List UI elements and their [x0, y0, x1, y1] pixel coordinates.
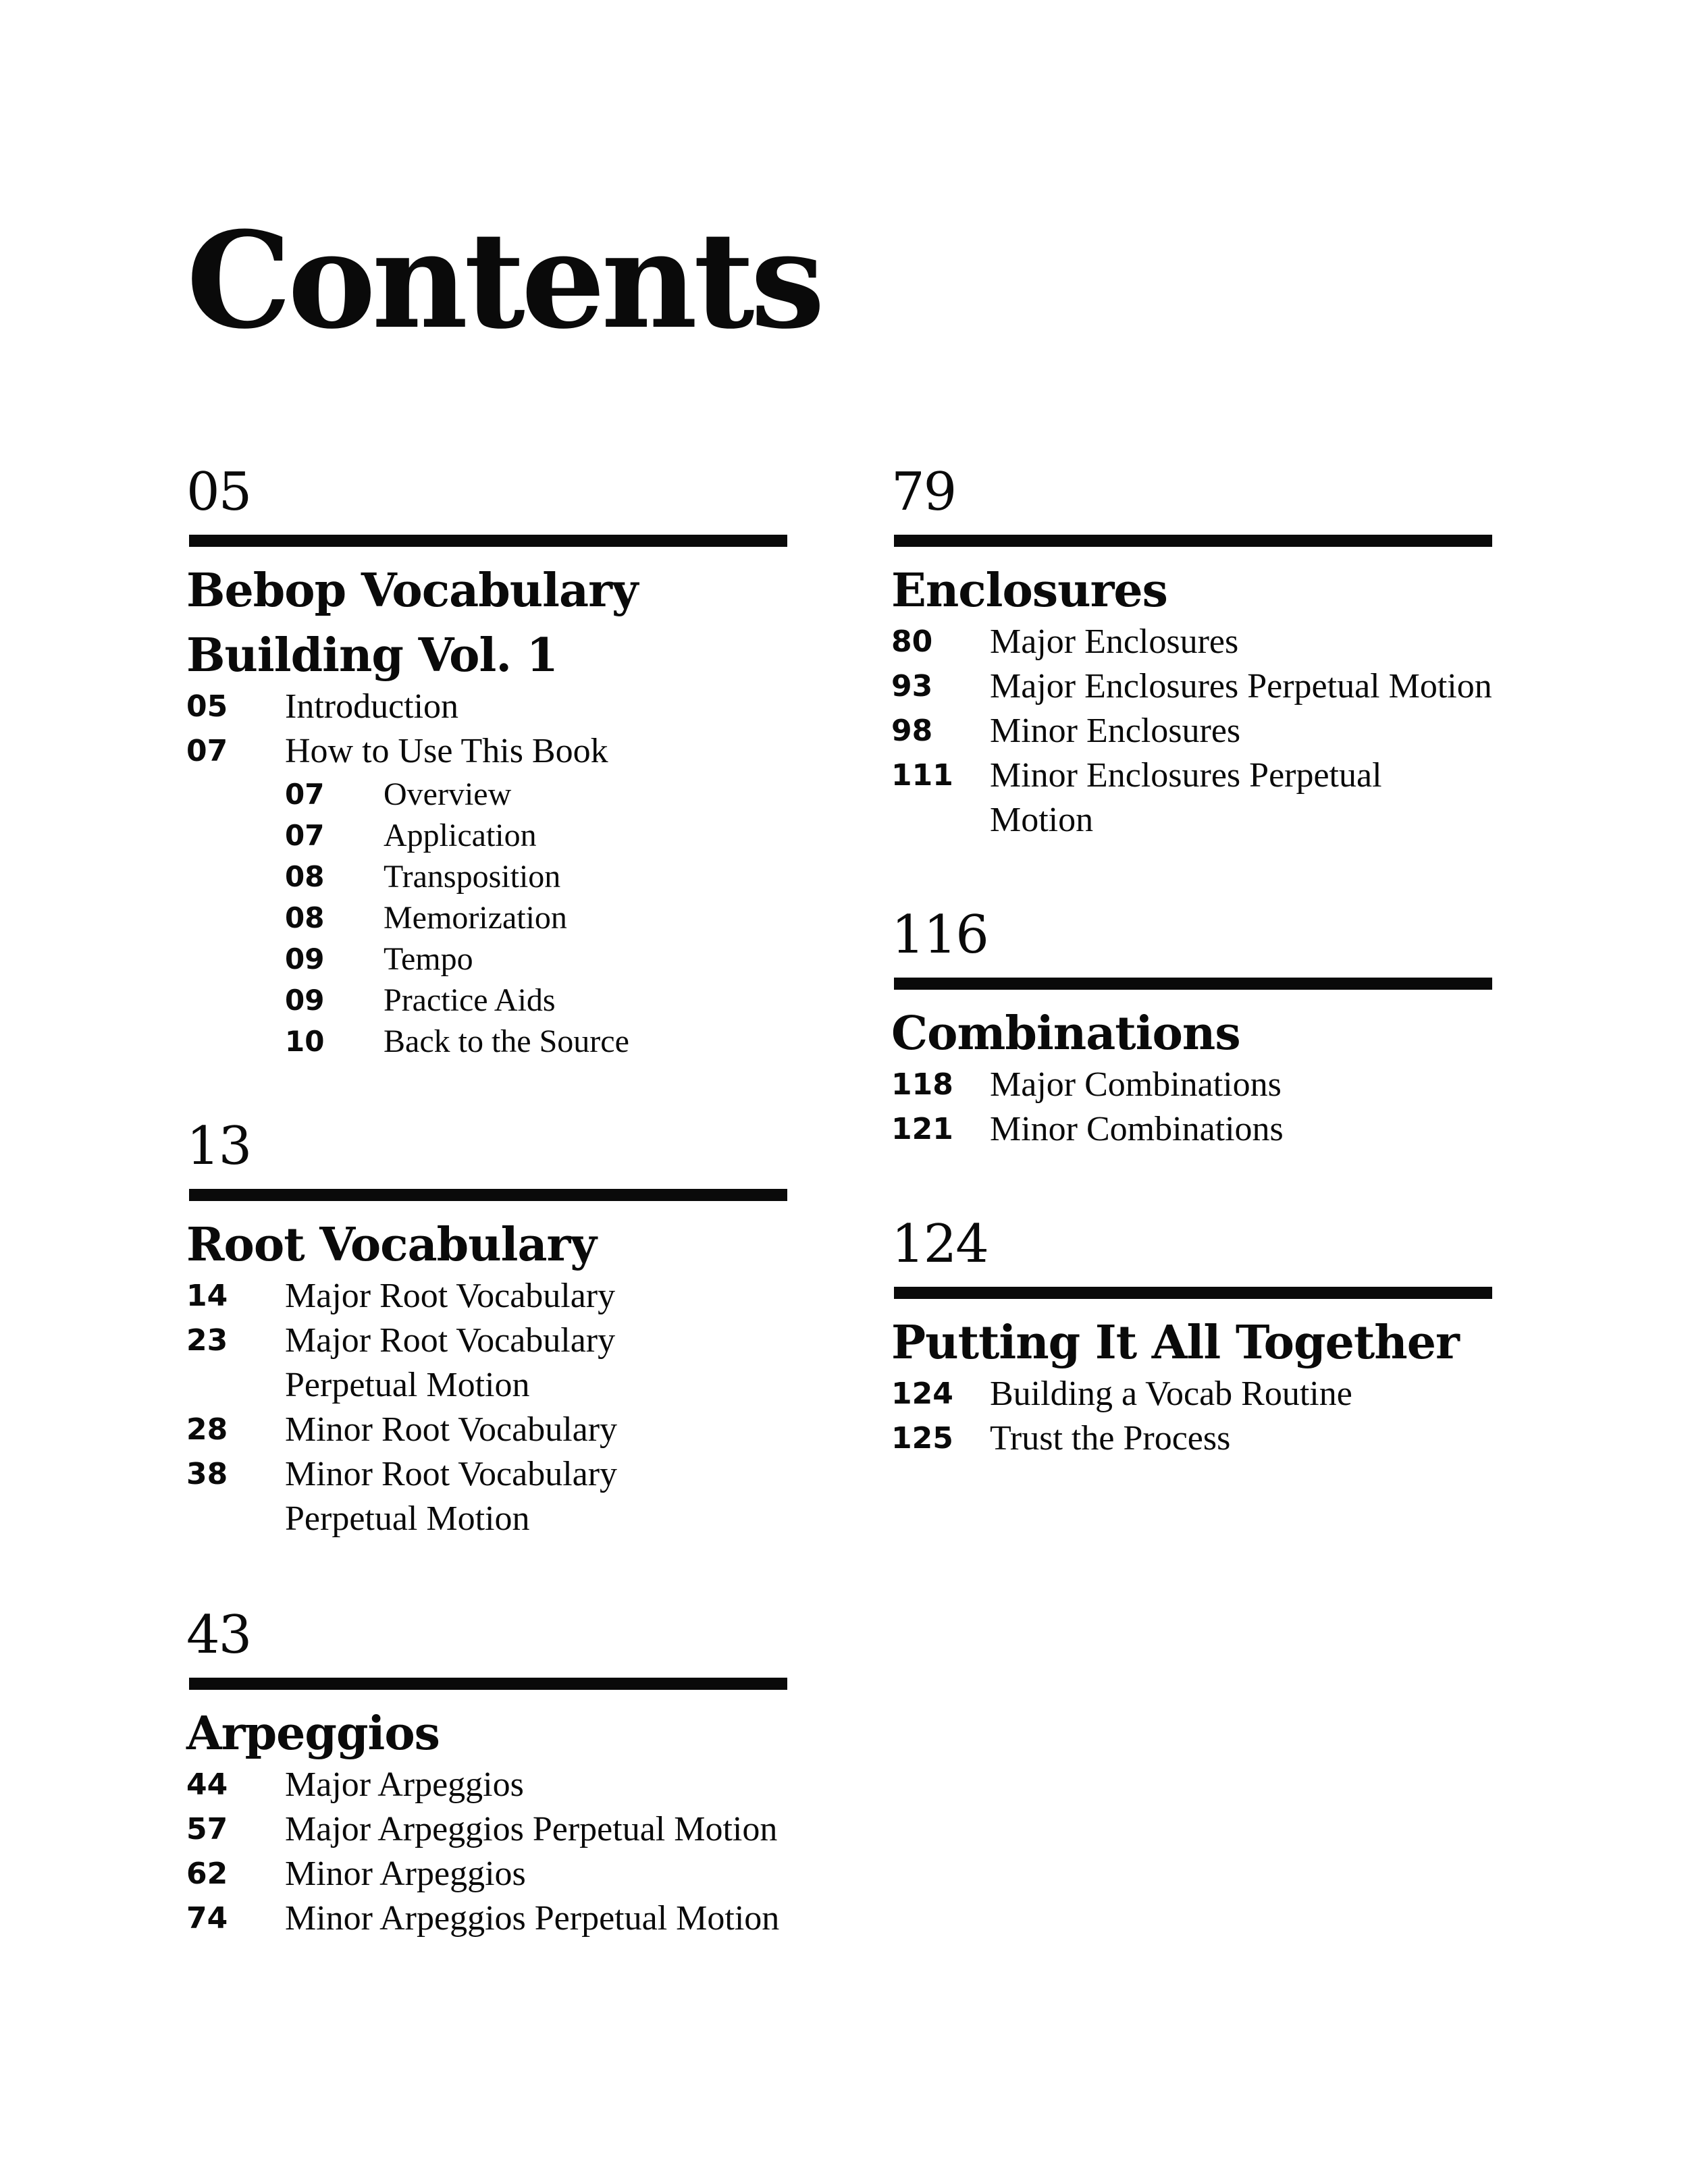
- subentry-label: Tempo: [384, 941, 473, 977]
- section-combinations: [891, 905, 1492, 1152]
- entry-page-number: 62: [186, 1857, 228, 1891]
- entry-label: Minor Combinations: [990, 1110, 1284, 1148]
- toc-entry[interactable]: [891, 1063, 1492, 1107]
- section-divider: [894, 978, 1492, 990]
- contents-left-column: [186, 462, 787, 1941]
- page-title: Contents: [186, 203, 821, 358]
- entry-label: Major Root Vocabulary: [285, 1277, 616, 1315]
- toc-entry[interactable]: [891, 709, 1492, 753]
- subentry-label: Application: [384, 818, 537, 853]
- toc-entry[interactable]: [891, 620, 1492, 664]
- subentry-page-number: 07: [285, 778, 325, 811]
- toc-entry[interactable]: [186, 1852, 787, 1896]
- entry-page-number: 125: [891, 1421, 953, 1456]
- contents-right-column: [891, 462, 1492, 1461]
- subentry-page-number: 08: [285, 901, 325, 934]
- section-page-number[interactable]: 79: [891, 462, 956, 523]
- toc-subentry[interactable]: [186, 774, 787, 815]
- subentry-page-number: 07: [285, 819, 325, 852]
- subentry-page-number: 08: [285, 860, 325, 893]
- section-title-line: Combinations: [891, 1007, 1240, 1061]
- toc-entry[interactable]: [186, 1408, 787, 1452]
- section-divider: [189, 1678, 787, 1690]
- entry-label: Building a Vocab Routine: [990, 1375, 1352, 1413]
- entry-label-line: Major Root Vocabulary: [285, 1321, 616, 1360]
- toc-subentry[interactable]: [186, 980, 787, 1021]
- entry-page-number: 121: [891, 1112, 953, 1146]
- toc-entry[interactable]: [186, 1319, 787, 1408]
- section-page-number[interactable]: 05: [186, 462, 251, 523]
- section-title-line: Building Vol. 1: [186, 629, 558, 683]
- section-putting-it-all-together: [891, 1214, 1492, 1461]
- section-title-line: Putting It All Together: [891, 1316, 1459, 1370]
- section-title[interactable]: [186, 1701, 787, 1767]
- entry-label: Minor Arpeggios Perpetual Motion: [285, 1899, 780, 1938]
- toc-subentry[interactable]: [186, 1021, 787, 1062]
- entry-page-number: 05: [186, 689, 228, 724]
- subentry-page-number: 09: [285, 942, 325, 976]
- entry-label: Major Arpeggios: [285, 1765, 524, 1804]
- entry-page-number: 118: [891, 1067, 953, 1102]
- section-page-number[interactable]: 124: [891, 1214, 988, 1275]
- subentry-label: Overview: [384, 776, 512, 812]
- entry-page-number: 28: [186, 1412, 228, 1447]
- toc-entry[interactable]: [891, 1107, 1492, 1152]
- subentry-page-number: 10: [285, 1025, 325, 1058]
- entry-label: Trust the Process: [990, 1419, 1231, 1458]
- subentry-label: Practice Aids: [384, 982, 556, 1018]
- section-title[interactable]: [891, 1310, 1492, 1376]
- toc-entry[interactable]: [891, 1372, 1492, 1416]
- section-title[interactable]: [891, 1001, 1492, 1067]
- subentry-label: Back to the Source: [384, 1023, 629, 1059]
- entry-page-number: 98: [891, 714, 933, 748]
- entry-label: Major Combinations: [990, 1065, 1282, 1104]
- entry-label: Major Enclosures Perpetual Motion: [990, 667, 1492, 705]
- entry-page-number: 80: [891, 624, 933, 659]
- section-title-line: Root Vocabulary: [186, 1218, 596, 1272]
- entry-label: [285, 1452, 617, 1541]
- toc-entry[interactable]: [186, 1807, 787, 1852]
- section-title[interactable]: [186, 1212, 787, 1278]
- section-divider: [189, 1189, 787, 1201]
- section-arpeggios: [186, 1605, 787, 1941]
- toc-entry[interactable]: [186, 1763, 787, 1807]
- toc-entry[interactable]: [186, 685, 787, 729]
- subentry-page-number: 09: [285, 984, 325, 1017]
- entry-label: Minor Enclosures: [990, 712, 1241, 750]
- section-page-number[interactable]: 116: [891, 905, 988, 965]
- entry-page-number: 23: [186, 1323, 228, 1358]
- entry-label-line: Perpetual Motion: [285, 1366, 530, 1404]
- entry-label: Minor Enclosures Perpetual Motion: [990, 756, 1382, 839]
- section-root-vocabulary: [186, 1116, 787, 1541]
- section-bebop-vocabulary: [186, 462, 787, 1062]
- section-divider: [189, 535, 787, 547]
- toc-subentry[interactable]: [186, 897, 787, 938]
- toc-entry[interactable]: [186, 1274, 787, 1319]
- entry-page-number: 124: [891, 1377, 953, 1411]
- entry-label: How to Use This Book: [285, 732, 608, 770]
- toc-subentry[interactable]: [186, 856, 787, 897]
- toc-subentry[interactable]: [186, 938, 787, 980]
- toc-entry[interactable]: [186, 729, 787, 774]
- entry-page-number: 74: [186, 1901, 228, 1936]
- toc-entry[interactable]: [186, 1896, 787, 1941]
- section-title-line: Enclosures: [891, 564, 1167, 618]
- toc-entry[interactable]: [891, 753, 1492, 843]
- entry-label-line: Minor Root Vocabulary: [285, 1455, 618, 1493]
- toc-entry[interactable]: [891, 664, 1492, 709]
- entry-label: Major Arpeggios Perpetual Motion: [285, 1810, 778, 1848]
- section-title-line: Arpeggios: [186, 1707, 440, 1761]
- subentry-label: Memorization: [384, 900, 567, 936]
- entry-page-number: 93: [891, 669, 933, 703]
- section-title[interactable]: [186, 558, 787, 689]
- entry-label-line: Perpetual Motion: [285, 1499, 530, 1538]
- section-title[interactable]: [891, 558, 1492, 624]
- entry-label: Minor Root Vocabulary: [285, 1410, 618, 1449]
- entry-label: Introduction: [285, 687, 459, 726]
- section-page-number[interactable]: 13: [186, 1116, 251, 1177]
- toc-subentry[interactable]: [186, 815, 787, 856]
- section-page-number[interactable]: 43: [186, 1605, 251, 1666]
- section-divider: [894, 535, 1492, 547]
- entry-page-number: 57: [186, 1812, 228, 1846]
- subentry-label: Transposition: [384, 859, 561, 895]
- toc-entry[interactable]: [186, 1452, 787, 1541]
- section-title-line: Bebop Vocabulary: [186, 564, 638, 618]
- entry-page-number: 38: [186, 1457, 228, 1491]
- section-enclosures: [891, 462, 1492, 843]
- entry-page-number: 14: [186, 1279, 228, 1313]
- toc-entry[interactable]: [891, 1416, 1492, 1461]
- entry-page-number: 07: [186, 734, 228, 768]
- entry-label: Minor Arpeggios: [285, 1855, 526, 1893]
- section-divider: [894, 1287, 1492, 1299]
- entry-page-number: 44: [186, 1767, 228, 1802]
- entry-label: Major Enclosures: [990, 622, 1239, 661]
- entry-label: [285, 1319, 615, 1408]
- entry-page-number: 111: [891, 758, 953, 793]
